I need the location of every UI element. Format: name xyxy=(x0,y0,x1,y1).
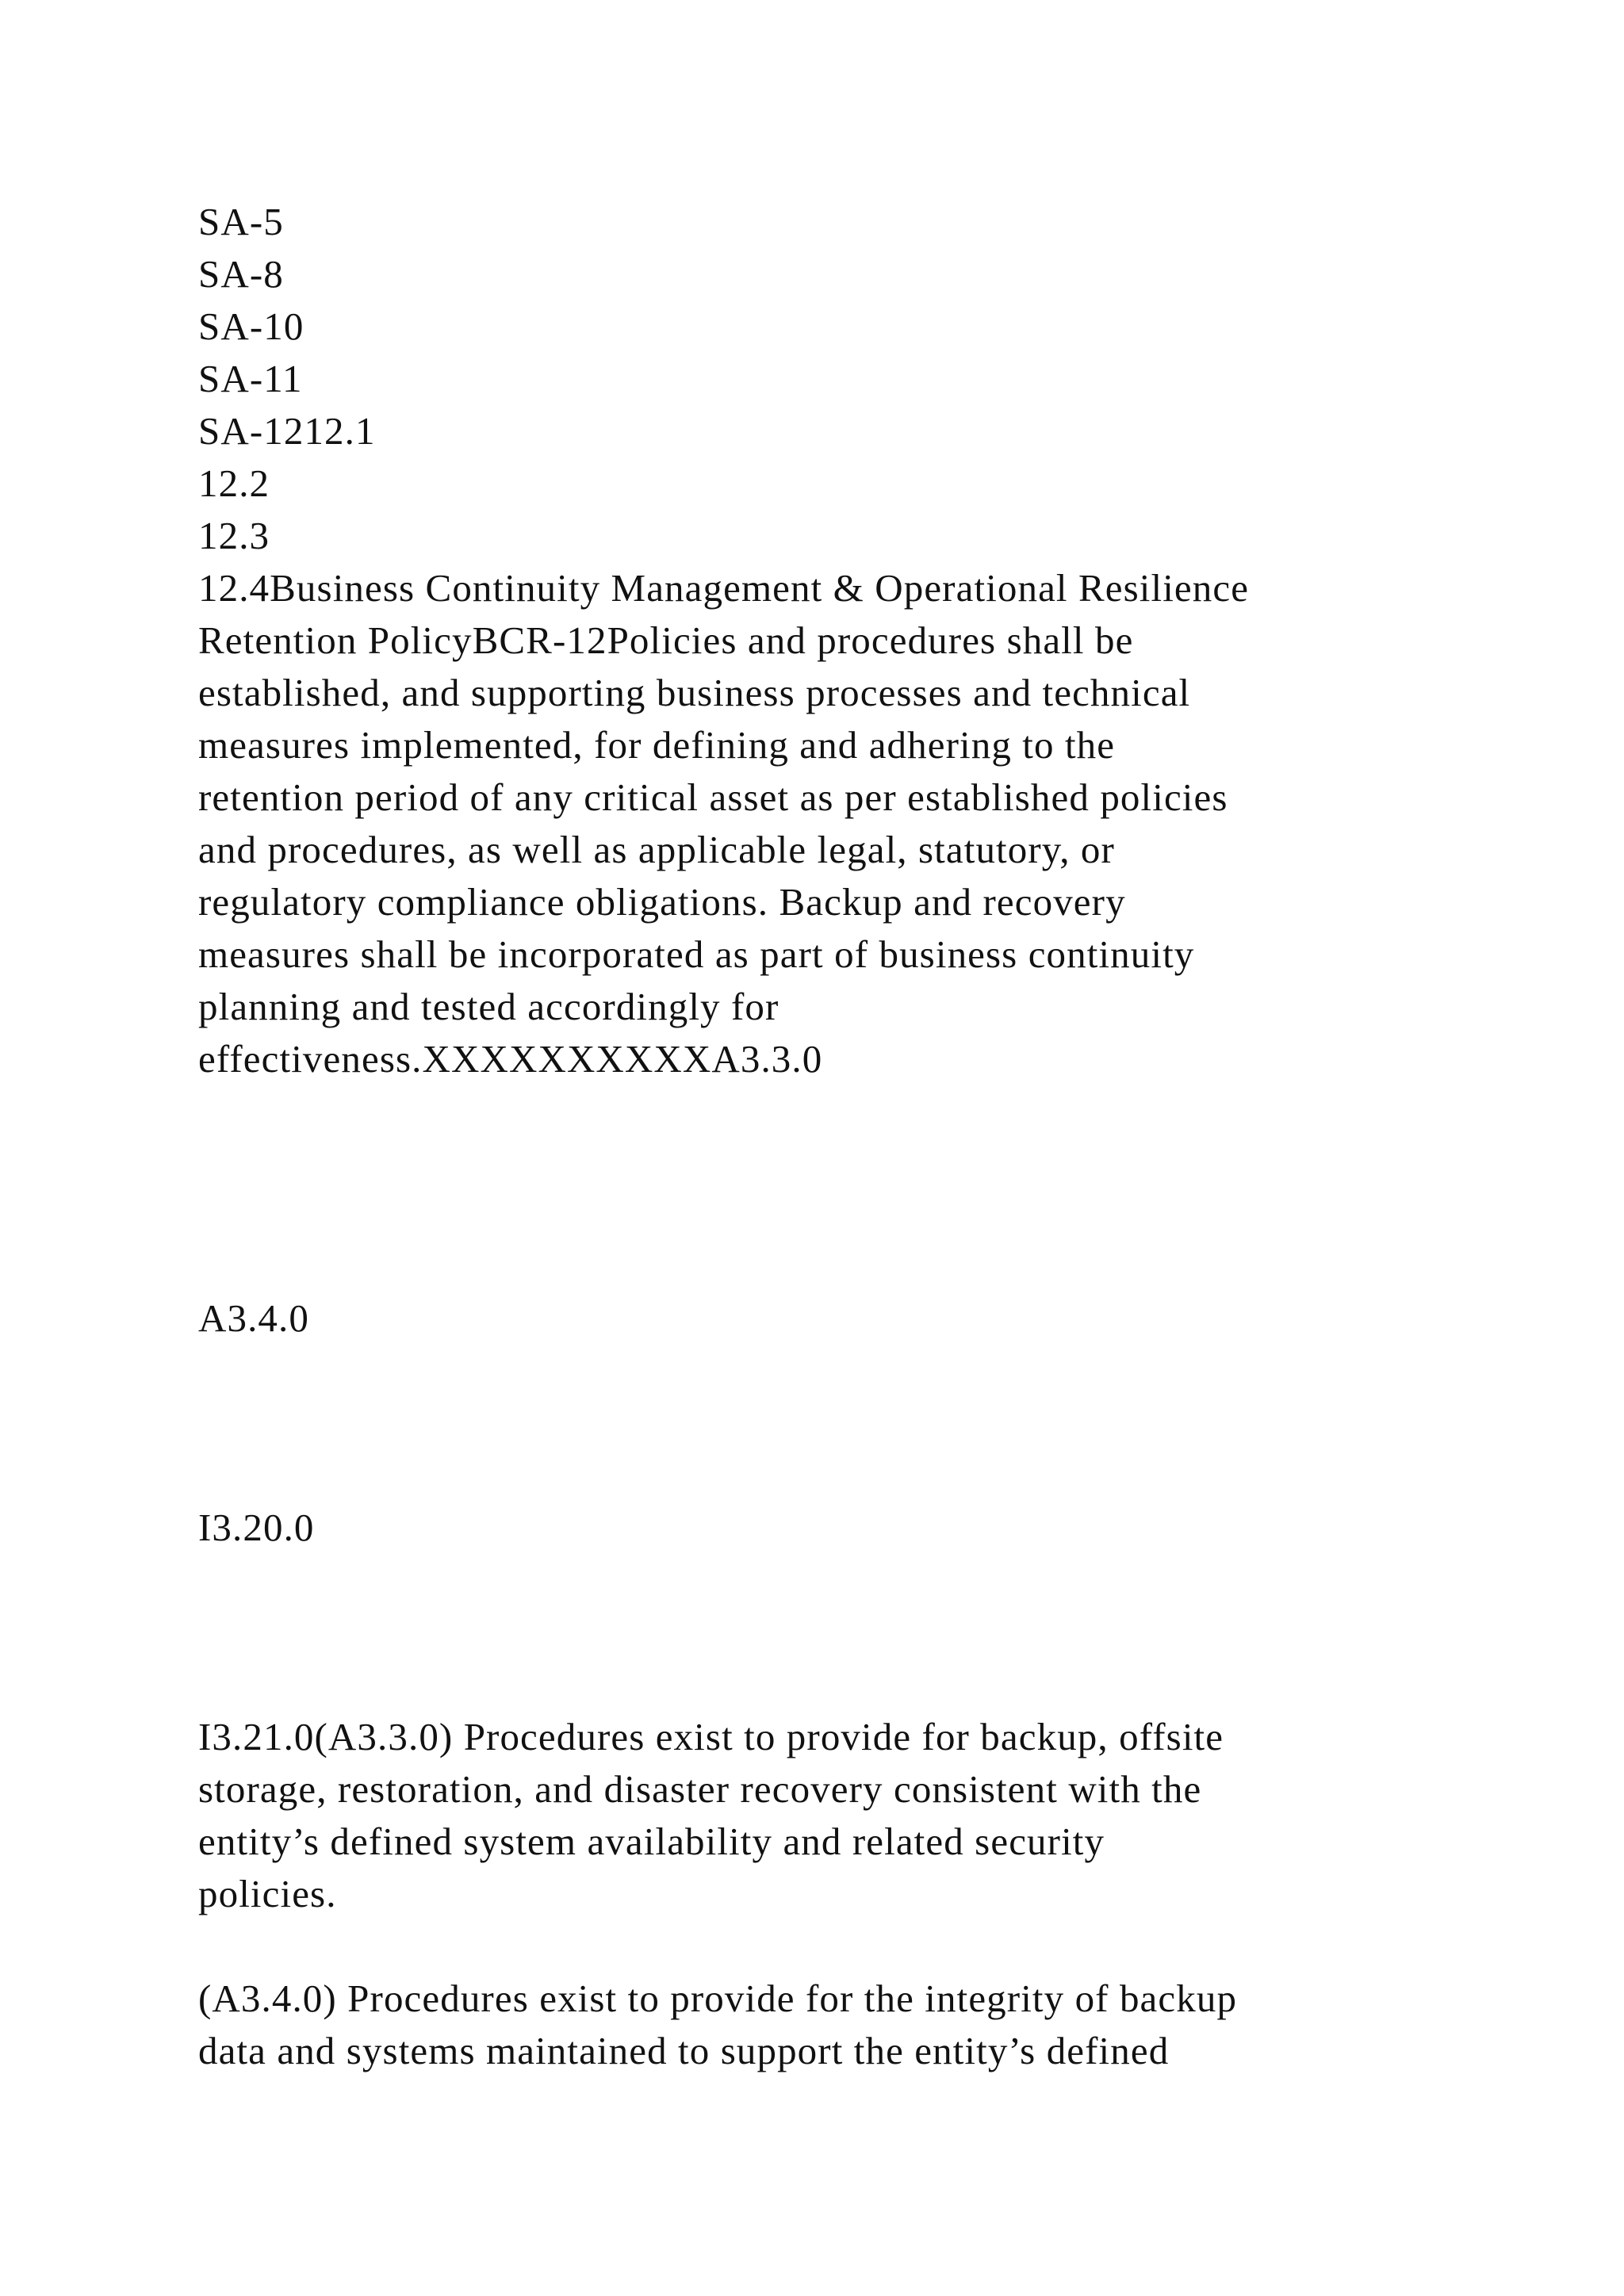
text-line: 12.2 xyxy=(198,461,270,505)
control-id-block xyxy=(198,1292,1467,1345)
control-description-paragraph xyxy=(198,1711,1467,1920)
text-line: measures shall be incorporated as part of business continuity xyxy=(198,932,1195,976)
text-line: entity’s defined system availability and related security xyxy=(198,1820,1105,1863)
text-line: storage, restoration, and disaster recovery consistent with the xyxy=(198,1767,1202,1811)
text-line: Retention PolicyBCR-12Policies and procedures shall be xyxy=(198,618,1134,662)
text-line: (A3.4.0) Procedures exist to provide for the integrity of backup xyxy=(198,1976,1238,2020)
text-line: retention period of any critical asset as per established policies xyxy=(198,775,1228,819)
text-line: SA-11 xyxy=(198,357,303,400)
text-line: 12.4Business Continuity Management & Operational Resilience xyxy=(198,566,1250,610)
text-line: established, and supporting business processes and technical xyxy=(198,671,1191,714)
text-line: SA-1212.1 xyxy=(198,409,376,453)
text-line: SA-10 xyxy=(198,304,304,348)
text-line: I3.20.0 xyxy=(198,1506,315,1549)
text-line: 12.3 xyxy=(198,514,270,557)
text-line: effectiveness.XXXXXXXXXXA3.3.0 xyxy=(198,1037,823,1081)
text-line: regulatory compliance obligations. Backup and recovery xyxy=(198,880,1126,924)
text-line: SA-8 xyxy=(198,252,284,296)
text-line: measures implemented, for defining and adhering to the xyxy=(198,723,1116,767)
control-mapping-block xyxy=(198,196,1467,1085)
control-description-paragraph xyxy=(198,1973,1467,2077)
text-line: A3.4.0 xyxy=(198,1296,309,1340)
text-line: planning and tested accordingly for xyxy=(198,985,779,1028)
text-line: and procedures, as well as applicable legal, statutory, or xyxy=(198,828,1115,871)
text-line: SA-5 xyxy=(198,200,284,243)
text-line: policies. xyxy=(198,1872,337,1915)
text-line: I3.21.0(A3.3.0) Procedures exist to provide for backup, offsite xyxy=(198,1715,1224,1758)
control-id-block xyxy=(198,1502,1467,1554)
text-line: data and systems maintained to support the entity’s defined xyxy=(198,2029,1170,2072)
